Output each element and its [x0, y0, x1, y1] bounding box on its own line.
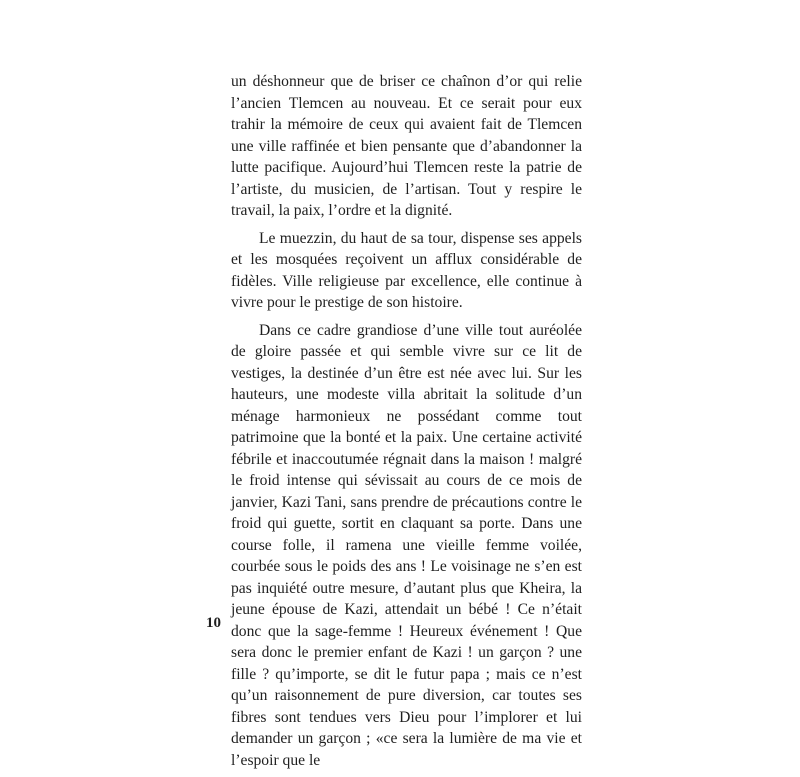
body-text	[231, 71, 582, 777]
paragraph-muezzin: Le muezzin, du haut de sa tour, dispense ses appels et les mosquées reçoivent un afflux considérable de fidèles. Ville religieuse par excellence, elle continue à vivre pour le prestige de son histoire.	[231, 229, 582, 311]
page-number: 10	[206, 615, 221, 631]
paragraph-continuation: un déshonneur que de briser ce chaînon d’or qui relie l’ancien Tlemcen au nouveau. Et ce serait pour eux trahir la mémoire de ceux qui avaient fait de Tlemcen une ville raffinée et bien pensante que d’abandonner la lutte pacifique. Aujourd’hui Tlemcen reste la patrie de l’artiste, du musicien, de l’artisan. Tout y respire le travail, la paix, l’ordre et la dignité.	[231, 73, 582, 219]
paragraph-birth-story: Dans ce cadre grandiose d’une ville tout auréolée de gloire passée et qui semble vivre sur ce lit de vestiges, la destinée d’un être est née avec lui. Sur les hauteurs, une modeste villa abritait la solitude d’un ménage harmonieux ne possédant comme tout patrimoine que la bonté et la paix. Une certaine activité fébrile et inaccoutumée régnait dans la maison ! malgré le froid intense qui sévissait au cours de ce mois de janvier, Kazi Tani, sans prendre de précautions contre le froid qui guette, sortit en claquant sa porte. Dans une course folle, il ramena une vieille femme voilée, courbée sous le poids des ans ! Le voisinage ne s’en est pas inquiété outre mesure, d’autant plus que Kheira, la jeune épouse de Kazi, attendait un bébé ! Ce n’était donc que la sage-femme ! Heureux événement ! Que sera donc le premier enfant de Kazi ! un garçon ? une fille ? qu’importe, se dit le futur papa ; mais ce n’est qu’un raisonnement de pure diversion, car toutes ses fibres sont tendues vers Dieu pour l’implorer et lui demander un garçon ; «ce sera la lumière de ma vie et l’espoir que le	[231, 321, 582, 769]
